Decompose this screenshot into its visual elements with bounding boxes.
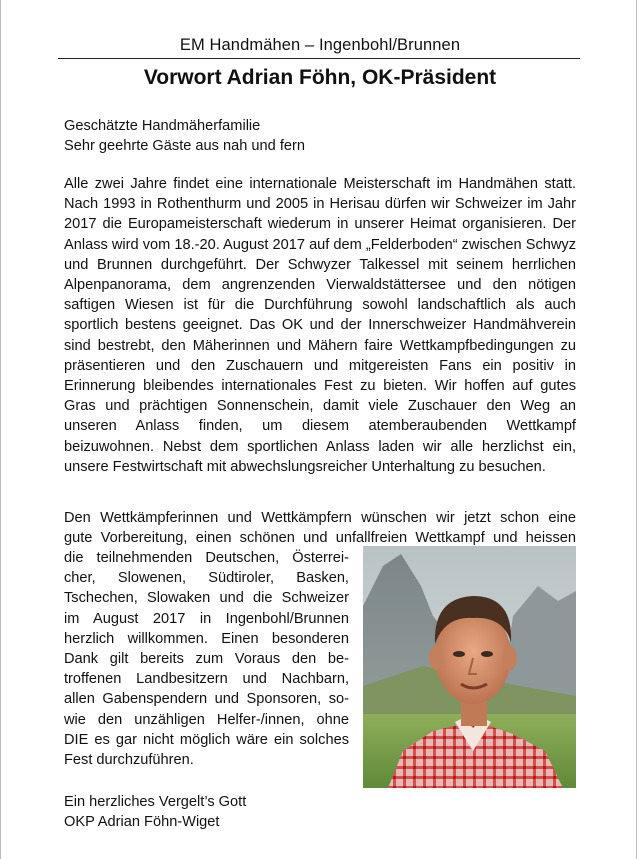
body-paragraph-1 xyxy=(64,174,576,477)
greeting-line-1: Geschätzte Handmäherfamilie xyxy=(64,118,261,134)
paragraph-2-line: cher, Slowenen, Südtiroler, Basken, xyxy=(64,570,349,587)
paragraph-2-line: troffenen Landbesitzern und Nachbarn, xyxy=(64,671,349,688)
greeting-line-2: Sehr geehrte Gäste aus nah und fern xyxy=(64,138,305,155)
paragraph-2-line: die teilnehmenden Deutschen, Österrei- xyxy=(64,550,349,566)
paragraph-2-line: gute Vorbereitung, einen schönen und unfallfreien Wettkampf und heissen xyxy=(64,530,576,547)
header-rule xyxy=(58,58,580,59)
portrait-photo xyxy=(363,546,576,788)
paragraph-2-last-line: Fest durchzuführen. xyxy=(64,752,194,769)
paragraph-2-line: allen Gabenspendern und Sponsoren, so- xyxy=(64,691,349,708)
paragraph-2-line: wie den unzähligen Helfer-/innen, ohne xyxy=(64,711,349,728)
paragraph-2-line: Tschechen, Slowaken und die Schweizer xyxy=(64,590,349,607)
closing xyxy=(64,792,576,832)
body-paragraph-2-top xyxy=(64,508,576,548)
running-header: EM Handmähen – Ingenbohl/Brunnen xyxy=(179,36,461,54)
page-border-left xyxy=(0,0,1,859)
page-title: Vorwort Adrian Föhn, OK-Präsident xyxy=(143,66,497,89)
signature: OKP Adrian Föhn-Wiget xyxy=(64,814,220,831)
paragraph-2-line: DIE es gar nicht möglich wäre ein solches xyxy=(64,731,349,748)
greeting xyxy=(64,116,576,156)
paragraph-1-text: Alle zwei Jahre findet eine internationale Meisterschaft im Handmähen statt. Nach 1993 in Rothenthurm und 2005 in Herisau dürfen wir Schweizer im Jahr 2017 die Europameisterschaft wiederum in unserer Heimat organisieren. Der Anlass wird vom 18.-20. August 2017 auf dem „Felderboden“ zwischen Schwyz und Brunnen durchgeführt. Der Schwyzer Talkessel mit seinem herrlichen Alpenpanorama, dem angrenzenden Vierwaldstättersee und den nötigen saftigen Wiesen ist für die Durchführung sowohl landschaftlich als auch sportlich bestens geeignet. Das OK und der Innerschweizer Handmähverein sind bestrebt, den Mäherinnen und Mähern faire Wettkampfbedingungen zu präsentieren und den Zuschauern und mitgereisten Fans ein positiv in Erinnerung bleibendes internationales Fest zu bieten. Wir hoffen auf gutes Gras und prächtigen Sonnenschein, damit viele Zuschauer den Weg an unseren Anlass finden, um diesem atemberaubenden Wettkampf beizuwohnen. Nebst dem sportlichen Anlass laden wir alle herzlichst ein, unsere Festwirtschaft mit abwechslungsreicher Unterhaltung zu besuchen. xyxy=(64,176,576,475)
paragraph-2-line: im August 2017 in Ingenbohl/Brunnen xyxy=(64,610,349,627)
paragraph-2-line: Den Wettkämpferinnen und Wettkämpfern wünschen wir jetzt schon eine xyxy=(64,510,576,526)
paragraph-2-line: Dank gilt bereits zum Voraus den be- xyxy=(64,651,349,668)
paragraph-2-line: herzlich willkommen. Einen besonderen xyxy=(64,630,349,647)
closing-line-1: Ein herzliches Vergelt’s Gott xyxy=(64,794,247,810)
body-paragraph-2-wrapped xyxy=(64,548,349,770)
